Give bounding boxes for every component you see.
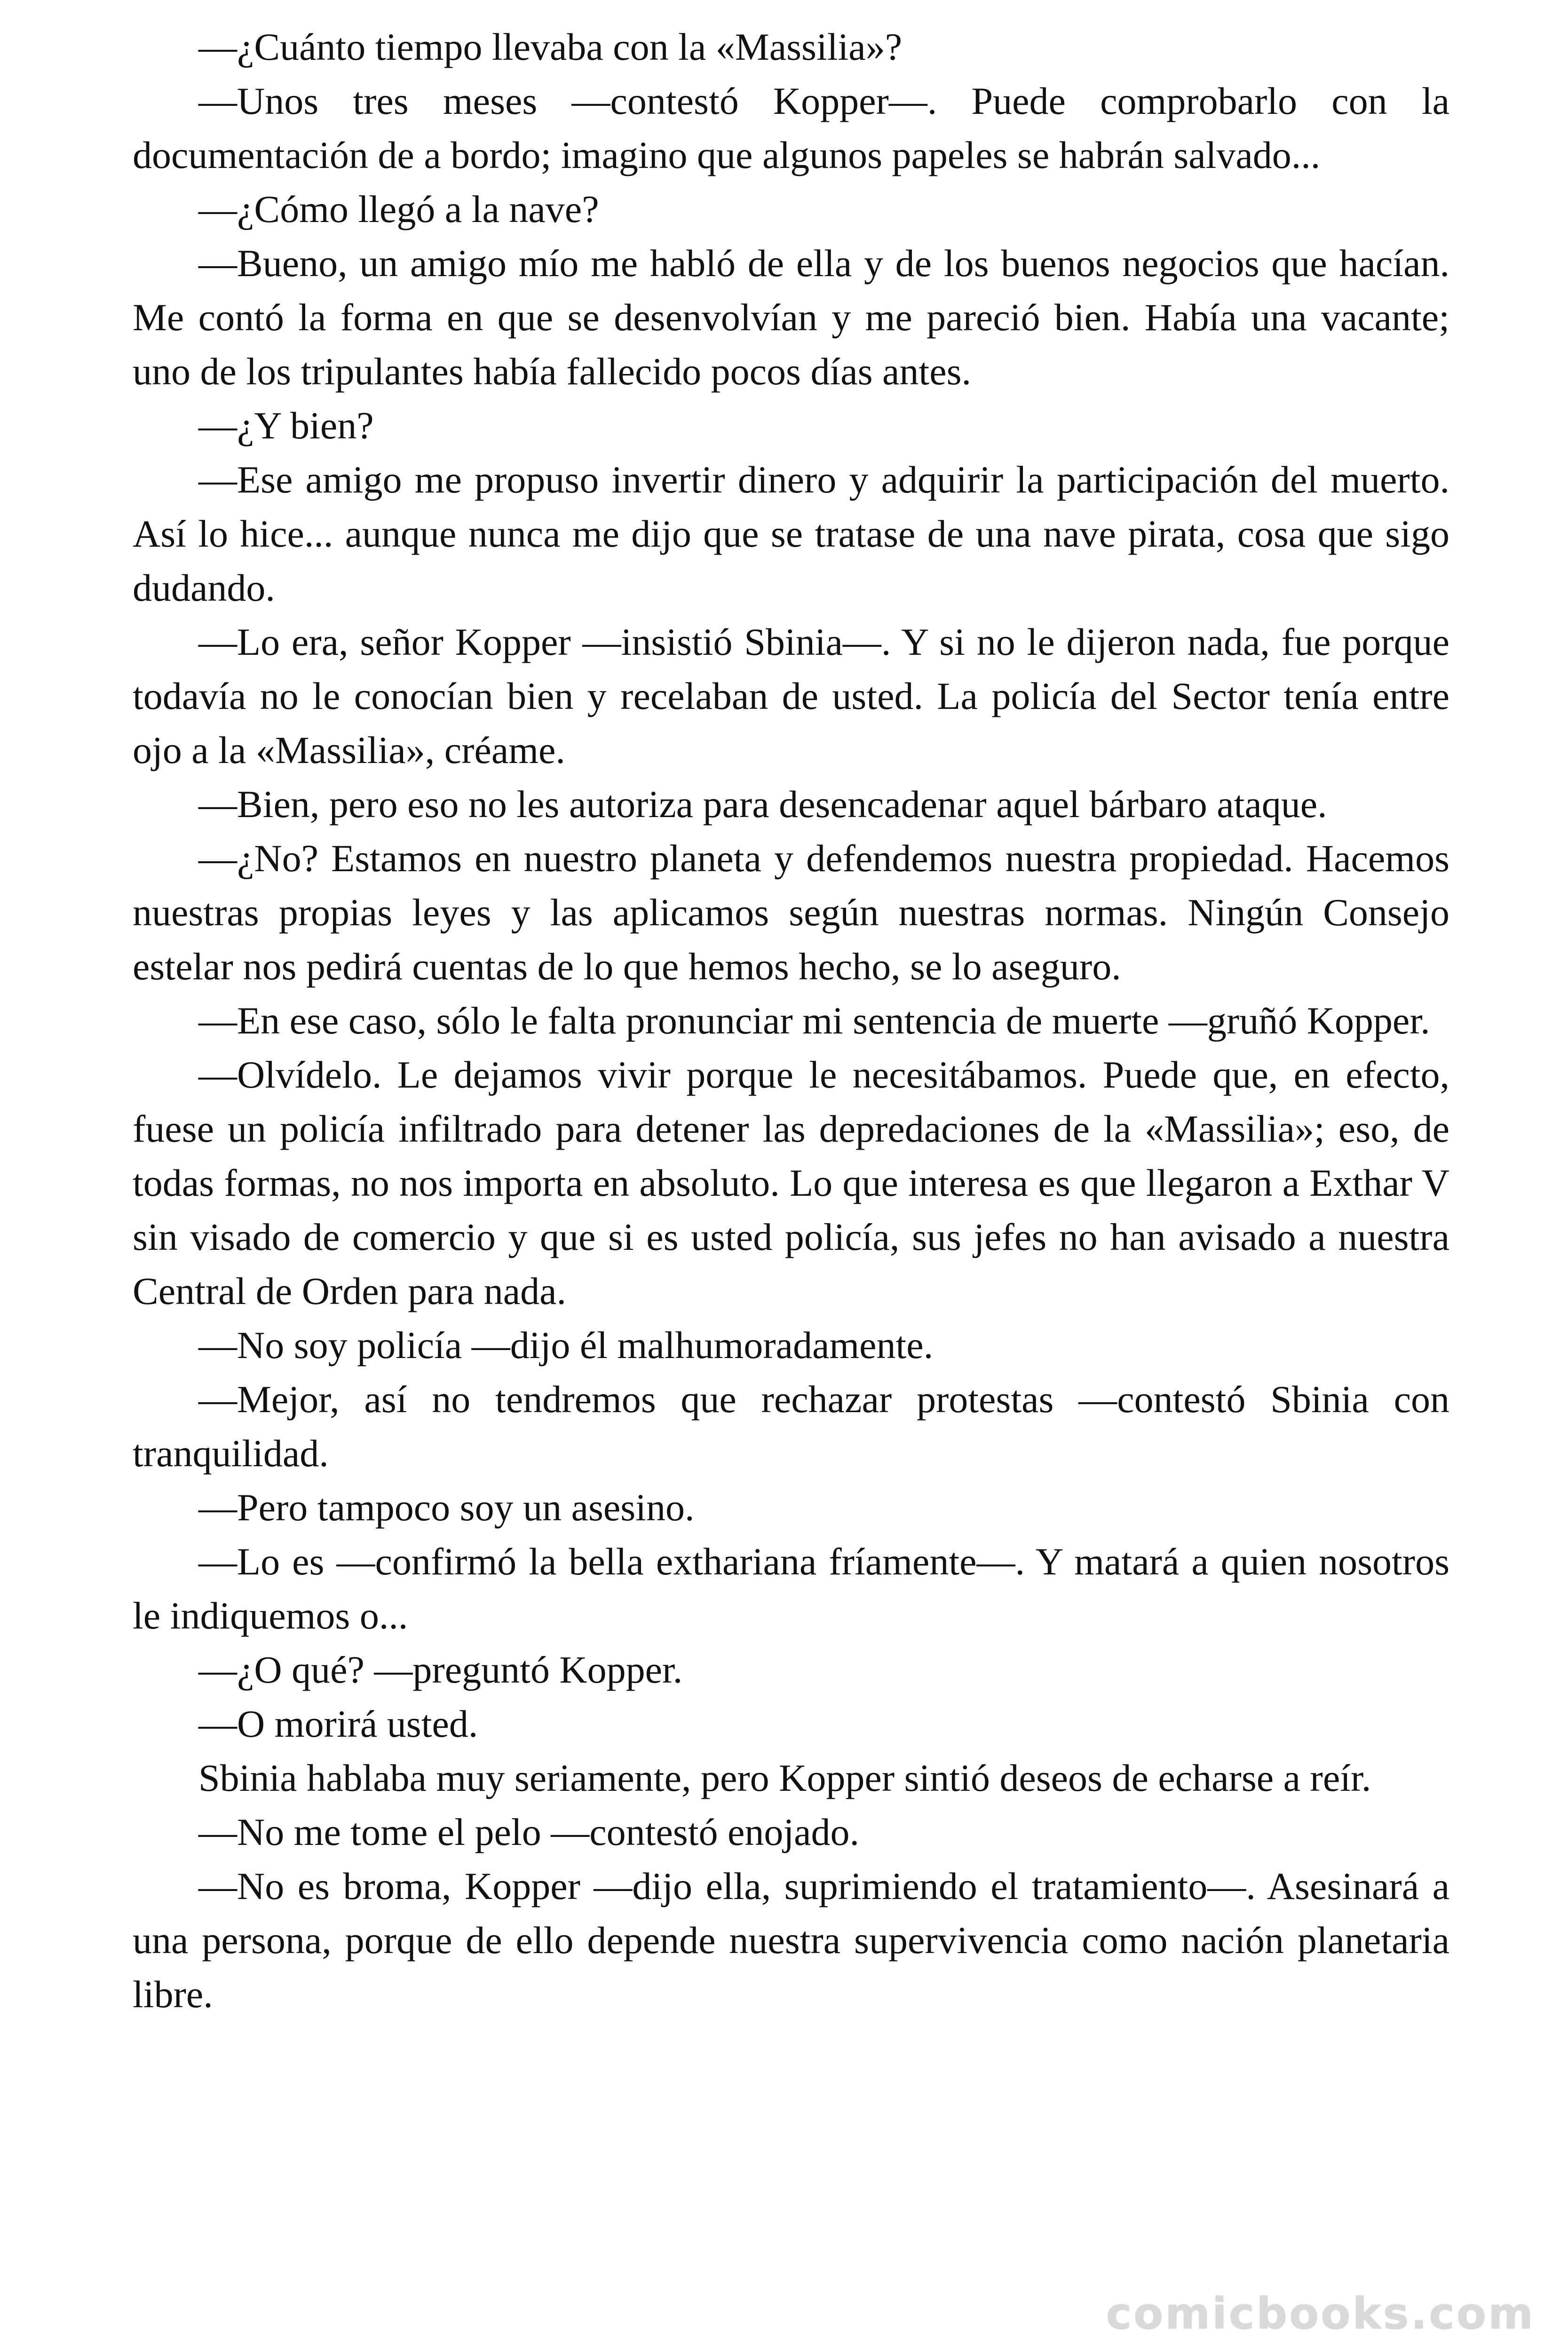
paragraph-5: —¿Y bien? xyxy=(198,404,374,447)
paragraph-1: —¿Cuánto tiempo llevaba con la «Massilia»? xyxy=(198,25,903,68)
paragraph-2: —Unos tres meses —contestó Kopper—. Puede comprobarlo con la documentación de a bordo; imagino que algunos papeles se habrán salvado... xyxy=(133,79,1449,176)
paragraph-14: —Pero tampoco soy un asesino. xyxy=(198,1486,695,1529)
page-body xyxy=(133,20,1449,2021)
paragraph-10: —En ese caso, sólo le falta pronunciar mi sentencia de muerte —gruñó Kopper. xyxy=(198,999,1430,1042)
paragraph-7: —Lo era, señor Kopper —insistió Sbinia—. Y si no le dijeron nada, fue porque todavía no le conocían bien y recelaban de usted. La policía del Sector tenía entre ojo a la «Massilia», créame. xyxy=(133,620,1449,771)
paragraph-19: —No me tome el pelo —contestó enojado. xyxy=(198,1811,860,1853)
paragraph-13: —Mejor, así no tendremos que rechazar protestas —contestó Sbinia con tranquilidad. xyxy=(133,1378,1449,1475)
paragraph-6: —Ese amigo me propuso invertir dinero y adquirir la participación del muerto. Así lo hice... aunque nunca me dijo que se tratase de una nave pirata, cosa que sigo dudando. xyxy=(133,458,1449,609)
paragraph-8: —Bien, pero eso no les autoriza para desencadenar aquel bárbaro ataque. xyxy=(198,783,1327,826)
paragraph-9: —¿No? Estamos en nuestro planeta y defendemos nuestra propiedad. Hacemos nuestras propias leyes y las aplicamos según nuestras normas. Ningún Consejo estelar nos pedirá cuentas de lo que hemos hecho, se lo aseguro. xyxy=(133,837,1449,988)
paragraph-20: —No es broma, Kopper —dijo ella, suprimiendo el tratamiento—. Asesinará a una persona, porque de ello depende nuestra supervivencia como nación planetaria libre. xyxy=(133,1865,1449,2016)
paragraph-15: —Lo es —confirmó la bella exthariana fríamente—. Y matará a quien nosotros le indiquemos o... xyxy=(133,1540,1449,1637)
paragraph-18: Sbinia hablaba muy seriamente, pero Kopper sintió deseos de echarse a reír. xyxy=(198,1756,1371,1799)
paragraph-12: —No soy policía —dijo él malhumoradamente. xyxy=(198,1324,934,1367)
paragraph-17: —O morirá usted. xyxy=(198,1702,478,1745)
paragraph-4: —Bueno, un amigo mío me habló de ella y de los buenos negocios que hacían. Me contó la forma en que se desenvolvían y me pareció bien. Había una vacante; uno de los tripulantes había fallecido pocos días antes. xyxy=(133,242,1449,393)
paragraph-11: —Olvídelo. Le dejamos vivir porque le necesitábamos. Puede que, en efecto, fuese un policía infiltrado para detener las depredaciones de la «Massilia»; eso, de todas formas, no nos importa en absoluto. Lo que interesa es que llegaron a Exthar V sin visado de comercio y que si es usted policía, sus jefes no han avisado a nuestra Central de Orden para nada. xyxy=(133,1053,1449,1312)
paragraph-3: —¿Cómo llegó a la nave? xyxy=(198,188,599,230)
paragraph-16: —¿O qué? —preguntó Kopper. xyxy=(198,1648,683,1691)
watermark: comicbooks.com xyxy=(1106,2288,1535,2339)
